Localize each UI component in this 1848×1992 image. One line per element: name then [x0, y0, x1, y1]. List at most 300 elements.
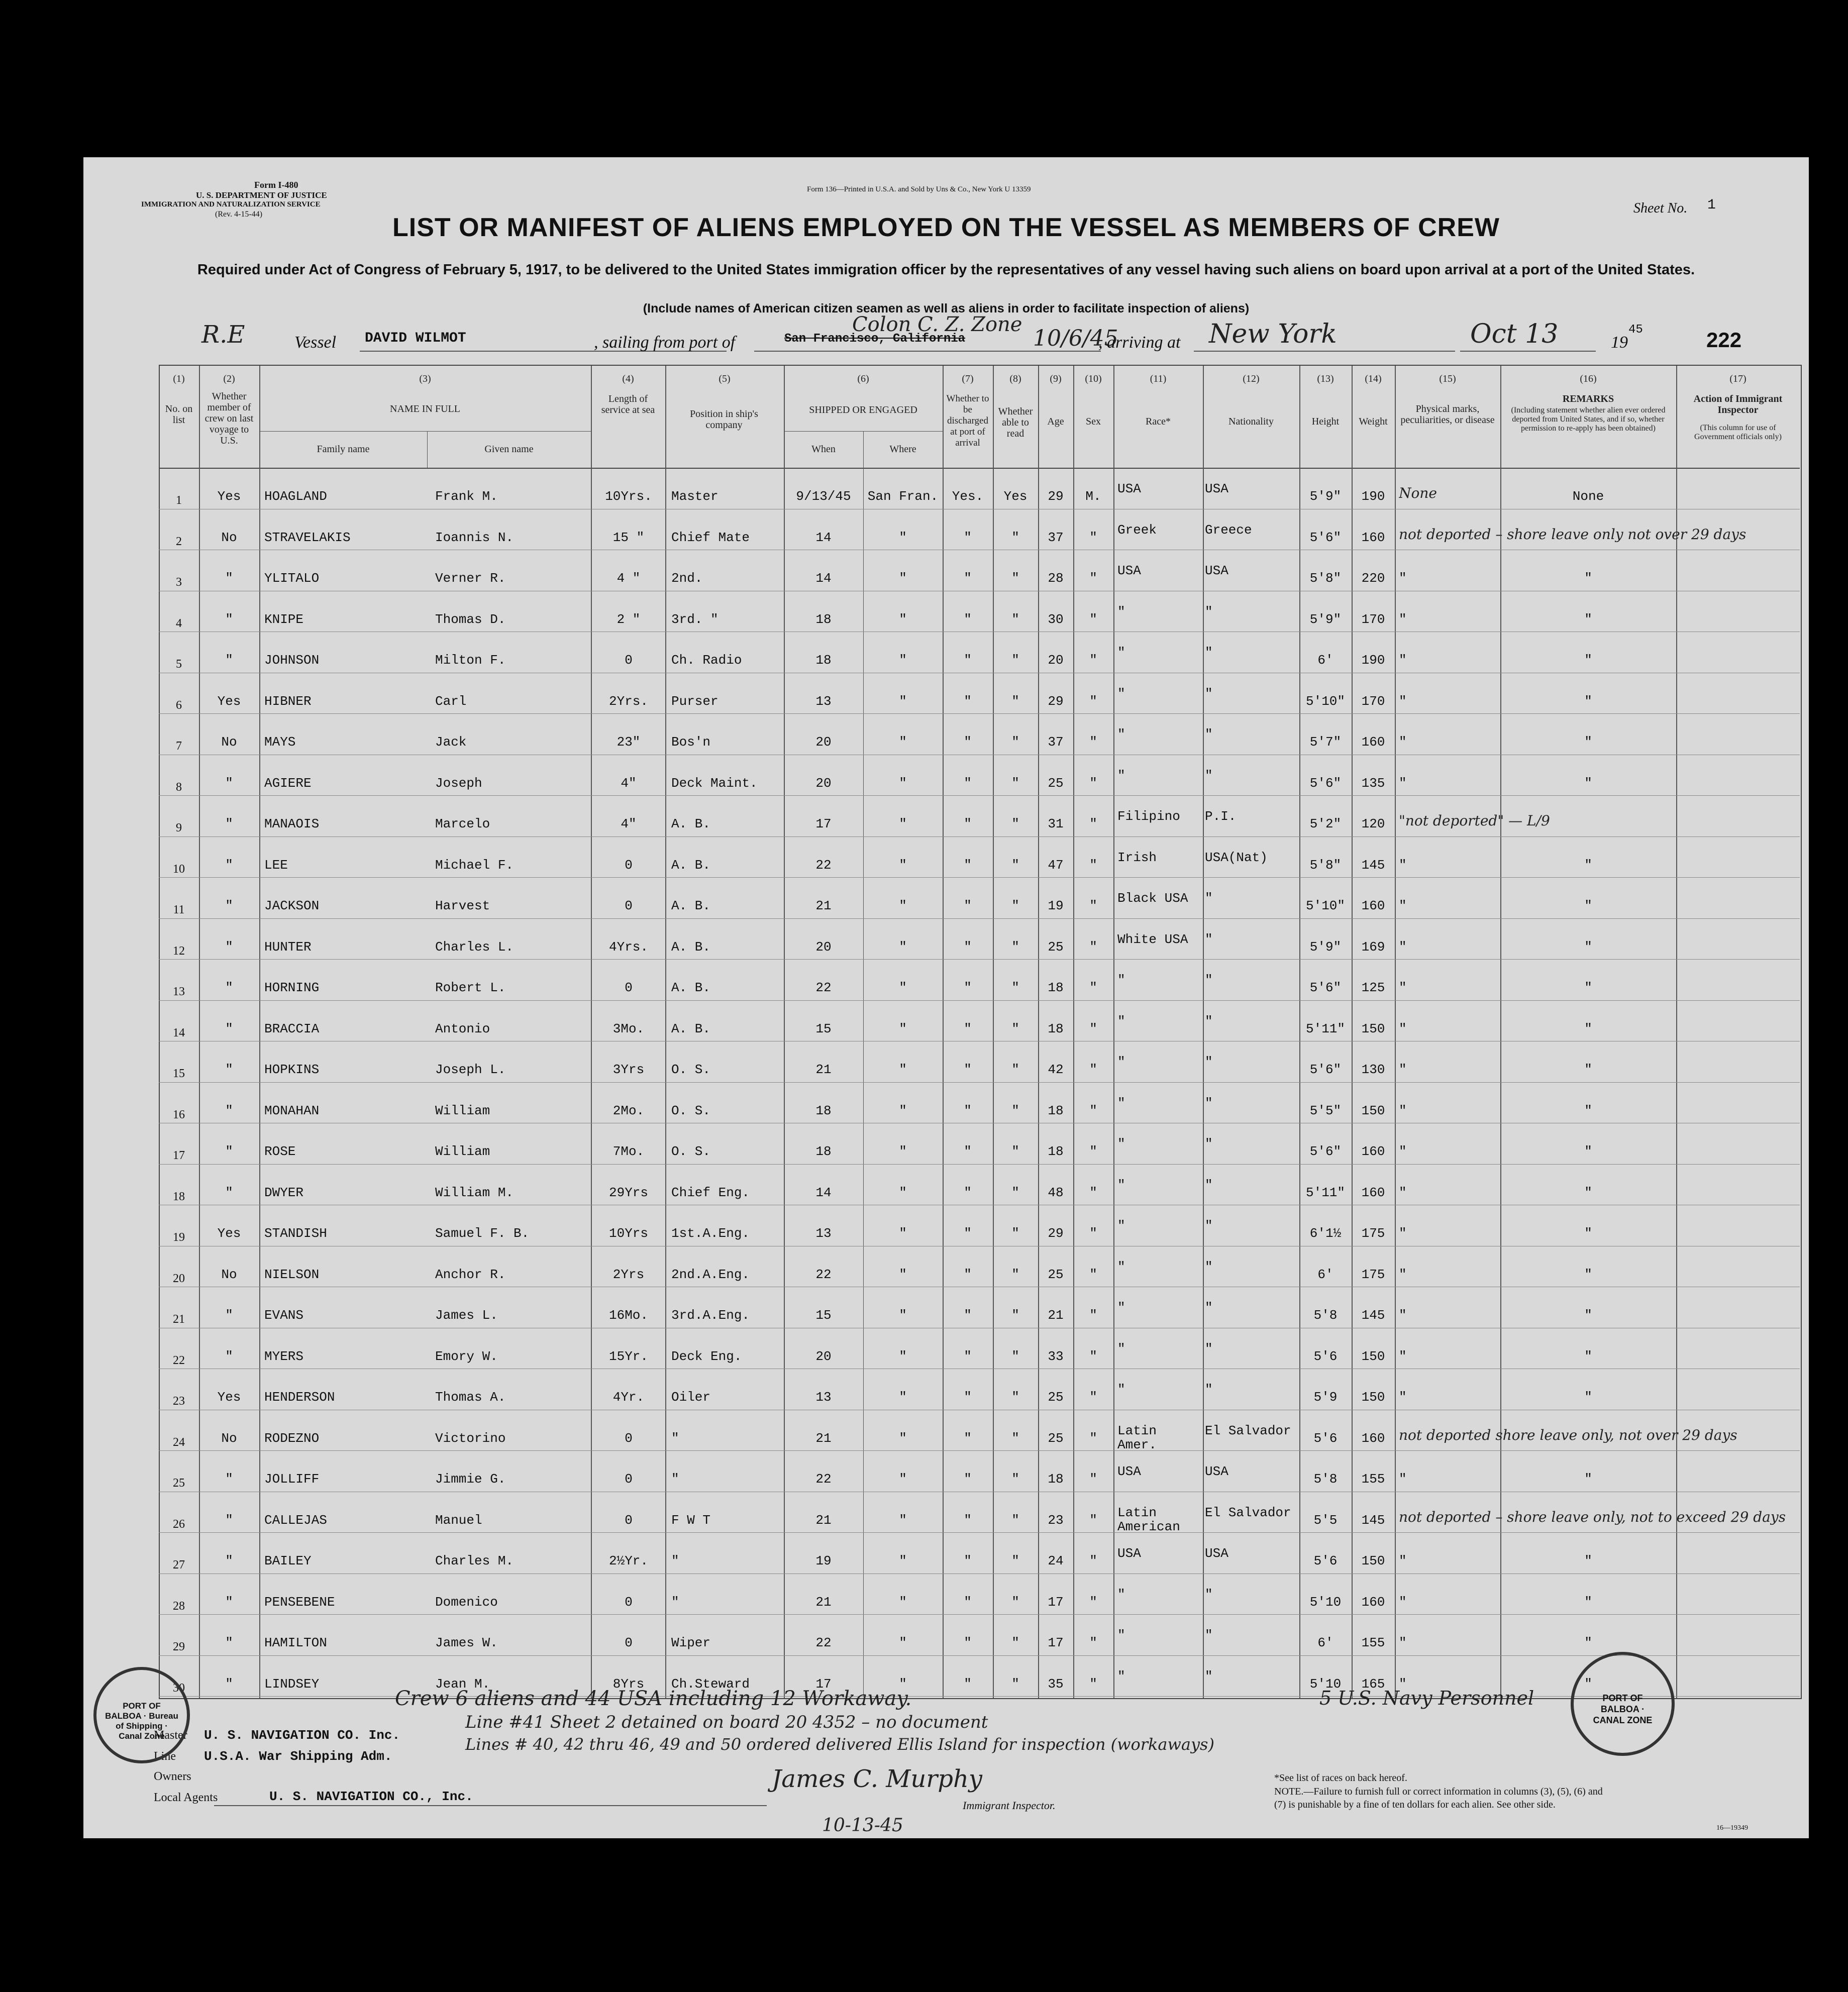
col-header-inspector-note: (This column for use of Government officials only) [1694, 424, 1782, 441]
row-line [159, 1000, 1800, 1001]
race-cell: " [1117, 1341, 1125, 1356]
page-title: LIST OR MANIFEST OF ALIENS EMPLOYED ON THE VESSEL AS MEMBERS OF CREW [392, 213, 1500, 242]
row-number: 15 [173, 1067, 185, 1080]
year-prefix: 19 [1611, 333, 1628, 352]
family-name-cell: MYERS [264, 1348, 304, 1364]
height-cell: 5'8 [1313, 1308, 1338, 1323]
discharged-cell: " [964, 1308, 972, 1323]
race-cell: " [1117, 1382, 1125, 1397]
physical-marks-cell: " [1399, 693, 1407, 709]
last-voyage-cell: " [225, 1512, 233, 1528]
sex-cell: " [1089, 611, 1097, 627]
weight-cell: 120 [1361, 816, 1385, 831]
weight-cell: 150 [1361, 1553, 1385, 1568]
row-number: 8 [176, 780, 182, 794]
col-header-height: Height [1311, 416, 1340, 427]
weight-cell: 160 [1361, 1185, 1385, 1200]
age-cell: 18 [1048, 1103, 1064, 1118]
read-cell: " [1011, 653, 1019, 668]
height-cell: 5'6 [1313, 1348, 1338, 1364]
height-cell: 5'6" [1309, 530, 1342, 545]
inspection-date: 10-13-45 [822, 1815, 903, 1836]
shipped-when-cell: 19 [815, 1553, 832, 1568]
shipped-where-cell: " [899, 530, 907, 545]
race-cell: " [1117, 686, 1125, 701]
row-number: 1 [176, 494, 182, 507]
shipped-where-cell: " [899, 1594, 907, 1610]
nationality-cell: " [1205, 686, 1213, 701]
position-cell: " [671, 1430, 679, 1446]
shipped-when-cell: 13 [815, 693, 832, 709]
row-number: 28 [173, 1599, 185, 1613]
row-number: 4 [176, 616, 182, 630]
position-cell: 3rd. " [671, 611, 718, 627]
given-name-cell: Verner R. [435, 571, 506, 586]
arriving-label: , arriving at [1098, 333, 1181, 352]
remarks-cell: None [1572, 489, 1604, 504]
given-name-cell: Manuel [435, 1512, 482, 1528]
race-cell: " [1117, 1668, 1125, 1684]
read-cell: " [1011, 735, 1019, 750]
position-cell: A. B. [671, 1021, 711, 1036]
port-handwritten: Colon C. Z. Zone [852, 313, 1022, 336]
height-cell: 6'1½ [1309, 1226, 1342, 1241]
age-cell: 18 [1048, 1021, 1064, 1036]
height-cell: 5'11" [1305, 1021, 1345, 1036]
agents-label: Local Agents [154, 1791, 218, 1804]
service-cell: 15 " [612, 530, 645, 545]
col-header-where: Where [889, 444, 916, 455]
given-name-cell: Domenico [435, 1594, 498, 1610]
sex-cell: " [1089, 775, 1097, 791]
physical-marks-cell: " [1399, 1553, 1407, 1568]
shipped-when-cell: 21 [815, 1512, 832, 1528]
weight-cell: 155 [1361, 1472, 1385, 1487]
row-number: 3 [176, 576, 182, 589]
nationality-cell: " [1205, 1013, 1213, 1029]
row-number: 22 [173, 1353, 185, 1367]
position-cell: Deck Maint. [671, 775, 758, 791]
line-value: U.S.A. War Shipping Adm. [204, 1749, 392, 1764]
read-cell: " [1011, 1062, 1019, 1077]
shipped-where-cell: " [899, 1553, 907, 1568]
shipped-when-cell: 21 [815, 1594, 832, 1610]
remarks-cell: " [1584, 1226, 1592, 1241]
discharged-cell: " [964, 1512, 972, 1528]
row-number: 10 [173, 862, 185, 876]
weight-cell: 160 [1361, 898, 1385, 913]
races-note: *See list of races on back hereof. [1274, 1772, 1407, 1784]
col-header-number: (4) [622, 373, 634, 384]
position-cell: A. B. [671, 980, 711, 995]
row-line [159, 795, 1800, 796]
family-name-cell: STANDISH [264, 1226, 327, 1241]
col-header-last-voyage: Whether member of crew on last voyage to U.S. [204, 391, 254, 446]
owners-label: Owners [154, 1770, 191, 1783]
height-cell: 6' [1317, 1267, 1333, 1282]
last-voyage-cell: " [225, 1185, 233, 1200]
given-name-cell: James W. [435, 1635, 498, 1650]
master-label: Master [154, 1729, 187, 1742]
shipped-when-cell: 21 [815, 1430, 832, 1446]
row-number: 16 [173, 1108, 185, 1121]
position-cell: Bos'n [671, 735, 711, 750]
arrival-port: New York [1209, 319, 1337, 349]
read-cell: " [1011, 1226, 1019, 1241]
shipped-where-cell: " [899, 735, 907, 750]
col-header-inspector-action: Action of Immigrant Inspector [1693, 393, 1783, 415]
col-header-name: NAME IN FULL [390, 403, 460, 414]
discharged-cell: " [964, 571, 972, 586]
shipped-where-cell: " [899, 571, 907, 586]
age-cell: 31 [1048, 816, 1064, 831]
given-name-cell: Charles M. [435, 1553, 514, 1568]
weight-cell: 130 [1361, 1062, 1385, 1077]
discharged-cell: " [964, 1553, 972, 1568]
row-number: 29 [173, 1640, 185, 1653]
last-voyage-cell: " [225, 1308, 233, 1323]
weight-cell: 190 [1361, 489, 1385, 504]
remarks-cell: " [1584, 1348, 1592, 1364]
given-name-cell: Antonio [435, 1021, 490, 1036]
given-name-cell: Robert L. [435, 980, 506, 995]
discharged-cell: " [964, 816, 972, 831]
race-cell: " [1117, 1259, 1125, 1275]
remarks-cell: " [1584, 1267, 1592, 1282]
line41-note: Line #41 Sheet 2 detained on board 20 4352 – no document [465, 1712, 988, 1732]
family-name-cell: KNIPE [264, 611, 304, 627]
given-name-cell: Milton F. [435, 653, 506, 668]
given-name-cell: Thomas A. [435, 1390, 506, 1405]
height-cell: 5'6" [1309, 1144, 1342, 1159]
printer-note: Form 136—Printed in U.S.A. and Sold by Uns & Co., New York U 13359 [807, 185, 1031, 193]
last-voyage-cell: " [225, 1348, 233, 1364]
service-cell: 8Yrs [612, 1676, 645, 1692]
col-header-number: (2) [223, 373, 235, 384]
given-name-cell: Victorino [435, 1430, 506, 1446]
discharged-cell: " [964, 939, 972, 955]
sex-cell: " [1089, 1226, 1097, 1241]
discharged-cell: " [964, 1594, 972, 1610]
row-number: 27 [173, 1558, 185, 1571]
inspector-label: Immigrant Inspector. [963, 1799, 1056, 1812]
last-voyage-cell: " [225, 1103, 233, 1118]
nationality-cell: USA [1205, 563, 1228, 578]
given-name-cell: William [435, 1144, 490, 1159]
shipped-where-cell: " [899, 1635, 907, 1650]
service-cell: 4Yrs. [608, 939, 648, 955]
race-cell: Latin American [1117, 1505, 1180, 1534]
family-name-cell: JOHNSON [264, 653, 320, 668]
discharged-cell: Yes. [952, 489, 984, 504]
sheet-number: 1 [1707, 197, 1716, 213]
age-cell: 18 [1048, 1472, 1064, 1487]
remarks-cell: " [1584, 693, 1592, 709]
col-header-number: (16) [1580, 373, 1597, 384]
read-cell: " [1011, 939, 1019, 955]
row-number: 11 [173, 903, 185, 916]
position-cell: A. B. [671, 898, 711, 913]
read-cell: " [1011, 1144, 1019, 1159]
age-cell: 48 [1048, 1185, 1064, 1200]
family-name-cell: YLITALO [264, 571, 320, 586]
shipped-when-cell: 13 [815, 1390, 832, 1405]
age-cell: 42 [1048, 1062, 1064, 1077]
col-header-number: (7) [962, 373, 974, 384]
age-cell: 47 [1048, 857, 1064, 873]
last-voyage-cell: " [225, 611, 233, 627]
weight-cell: 145 [1361, 857, 1385, 873]
remarks-cell: " [1584, 1553, 1592, 1568]
weight-cell: 165 [1361, 1676, 1385, 1692]
shipped-when-cell: 20 [815, 735, 832, 750]
col-header-number: (11) [1150, 373, 1167, 384]
height-cell: 5'10" [1305, 898, 1345, 913]
race-cell: " [1117, 1013, 1125, 1029]
vessel-name: DAVID WILMOT [365, 331, 466, 346]
row-number: 6 [176, 698, 182, 712]
sex-cell: " [1089, 571, 1097, 586]
col-divider [1395, 366, 1396, 1698]
weight-cell: 125 [1361, 980, 1385, 995]
master-value: U. S. NAVIGATION CO. Inc. [204, 1728, 400, 1743]
age-cell: 20 [1048, 653, 1064, 668]
race-cell: " [1117, 1136, 1125, 1151]
shipped-when-cell: 22 [815, 1472, 832, 1487]
weight-cell: 160 [1361, 530, 1385, 545]
weight-cell: 170 [1361, 693, 1385, 709]
shipped-when-cell: 22 [815, 1635, 832, 1650]
given-name-cell: Samuel F. B. [435, 1226, 530, 1241]
position-cell: Chief Mate [671, 530, 750, 545]
age-cell: 35 [1048, 1676, 1064, 1692]
remarks-cell: " [1584, 857, 1592, 873]
race-cell: " [1117, 1218, 1125, 1233]
sex-cell: " [1089, 1512, 1097, 1528]
discharged-cell: " [964, 1676, 972, 1692]
race-cell: " [1117, 973, 1125, 988]
nationality-cell: Greece [1205, 522, 1252, 538]
last-voyage-cell: " [225, 1144, 233, 1159]
row-number: 2 [176, 535, 182, 548]
nationality-cell: " [1205, 1218, 1213, 1233]
shipped-where-cell: " [899, 1390, 907, 1405]
race-cell: USA [1117, 1464, 1141, 1479]
shipped-when-cell: 22 [815, 857, 832, 873]
position-cell: Chief Eng. [671, 1185, 750, 1200]
last-voyage-cell: " [225, 1594, 233, 1610]
department-name: U. S. DEPARTMENT OF JUSTICE [196, 190, 327, 200]
nationality-cell: USA [1205, 1546, 1228, 1561]
discharged-cell: " [964, 735, 972, 750]
family-name-cell: LEE [264, 857, 288, 873]
race-cell: " [1117, 604, 1125, 619]
given-name-cell: Michael F. [435, 857, 514, 873]
family-name-cell: NIELSON [264, 1267, 320, 1282]
height-cell: 6' [1317, 653, 1333, 668]
height-cell: 5'6" [1309, 775, 1342, 791]
nationality-cell: " [1205, 1177, 1213, 1193]
year-suffix: 45 [1628, 323, 1643, 337]
read-cell: " [1011, 1185, 1019, 1200]
service-cell: 10Yrs. [605, 489, 652, 504]
shipped-where-cell: " [899, 1676, 907, 1692]
col-divider [1203, 366, 1204, 1698]
col-header-age: Age [1047, 416, 1064, 427]
row-line [159, 1164, 1800, 1165]
row-line [159, 836, 1800, 837]
age-cell: 25 [1048, 1267, 1064, 1282]
remarks-cell: " [1584, 1103, 1592, 1118]
age-cell: 25 [1048, 939, 1064, 955]
service-cell: 7Mo. [612, 1144, 645, 1159]
position-cell: Master [671, 489, 718, 504]
weight-cell: 220 [1361, 571, 1385, 586]
shipped-where-cell: " [899, 1062, 907, 1077]
position-cell: Wiper [671, 1635, 711, 1650]
nationality-cell: El Salvador [1205, 1505, 1291, 1520]
physical-marks-cell: " [1399, 1635, 1407, 1650]
sex-cell: " [1089, 1348, 1097, 1364]
last-voyage-cell: " [225, 857, 233, 873]
col-header-service: Length of service at sea [601, 393, 655, 415]
weight-cell: 145 [1361, 1512, 1385, 1528]
col-divider [1676, 366, 1677, 1698]
height-cell: 5'8" [1309, 857, 1342, 873]
service-cell: 2 " [617, 611, 641, 627]
height-cell: 5'6" [1309, 980, 1342, 995]
nationality-cell: " [1205, 931, 1213, 947]
discharged-cell: " [964, 530, 972, 545]
remarks-cell: " [1584, 571, 1592, 586]
remarks-cell: " [1584, 1144, 1592, 1159]
row-line [159, 1614, 1800, 1615]
height-cell: 5'9" [1309, 939, 1342, 955]
age-cell: 29 [1048, 489, 1064, 504]
service-cell: 0 [625, 1635, 633, 1650]
position-cell: Ch.Steward [671, 1676, 750, 1692]
shipped-where-cell: " [899, 898, 907, 913]
weight-cell: 160 [1361, 1430, 1385, 1446]
service-cell: 0 [625, 653, 633, 668]
physical-marks-cell: " [1399, 611, 1407, 627]
race-cell: White USA [1117, 931, 1188, 947]
col-header-position: Position in ship's company [690, 408, 758, 431]
sex-cell: " [1089, 693, 1097, 709]
race-cell: USA [1117, 1546, 1141, 1561]
position-cell: Ch. Radio [671, 653, 742, 668]
weight-cell: 175 [1361, 1267, 1385, 1282]
physical-marks-cell: not deported – shore leave only, not to exceed 29 days [1399, 1508, 1786, 1525]
last-voyage-cell: " [225, 1553, 233, 1568]
row-line [159, 959, 1800, 960]
col-divider [665, 366, 666, 1698]
read-cell: " [1011, 1308, 1019, 1323]
nationality-cell: " [1205, 604, 1213, 619]
age-cell: 24 [1048, 1553, 1064, 1568]
sex-cell: " [1089, 1676, 1097, 1692]
nationality-cell: El Salvador [1205, 1423, 1291, 1438]
col-header-number: (5) [718, 373, 731, 384]
vessel-label: Vessel [294, 333, 337, 352]
service-cell: 0 [625, 857, 633, 873]
remarks-cell: " [1584, 1594, 1592, 1610]
weight-cell: 160 [1361, 735, 1385, 750]
row-number: 9 [176, 821, 182, 834]
position-cell: 3rd.A.Eng. [671, 1308, 750, 1323]
service-cell: 0 [625, 1430, 633, 1446]
discharged-cell: " [964, 1267, 972, 1282]
lines-note: Lines # 40, 42 thru 46, 49 and 50 ordered delivered Ellis Island for inspection (workaways) [465, 1735, 1214, 1754]
discharged-cell: " [964, 1144, 972, 1159]
race-cell: " [1117, 1055, 1125, 1070]
weight-cell: 190 [1361, 653, 1385, 668]
nationality-cell: " [1205, 768, 1213, 783]
shipped-when-cell: 18 [815, 1103, 832, 1118]
service-cell: 2Yrs. [608, 693, 648, 709]
family-name-cell: HENDERSON [264, 1390, 335, 1405]
sex-cell: " [1089, 816, 1097, 831]
family-name-cell: ROSE [264, 1144, 296, 1159]
col-header-race: Race* [1146, 416, 1171, 427]
family-name-cell: STRAVELAKIS [264, 530, 351, 545]
physical-marks-cell: not deported – shore leave only not over 29 days [1399, 526, 1747, 543]
sex-cell: " [1089, 898, 1097, 913]
row-line [159, 877, 1800, 878]
physical-marks-cell: " [1399, 1308, 1407, 1323]
nationality-cell: " [1205, 1055, 1213, 1070]
weight-cell: 170 [1361, 611, 1385, 627]
col-divider [259, 431, 591, 432]
line-label: Line [154, 1750, 176, 1763]
sex-cell: " [1089, 1144, 1097, 1159]
last-voyage-cell: Yes [217, 1390, 241, 1405]
shipped-when-cell: 20 [815, 939, 832, 955]
col-header-shipped: SHIPPED OR ENGAGED [809, 404, 917, 415]
height-cell: 5'8" [1309, 571, 1342, 586]
age-cell: 21 [1048, 1308, 1064, 1323]
given-name-cell: Jean M. [435, 1676, 490, 1692]
nationality-cell: " [1205, 1300, 1213, 1315]
family-name-cell: EVANS [264, 1308, 304, 1323]
departure-date: 10/6/45 [1033, 326, 1118, 351]
service-cell: 4Yr. [612, 1390, 645, 1405]
given-name-cell: Ioannis N. [435, 530, 514, 545]
last-voyage-cell: " [225, 898, 233, 913]
last-voyage-cell: " [225, 775, 233, 791]
last-voyage-cell: " [225, 1635, 233, 1650]
shipped-when-cell: 18 [815, 1144, 832, 1159]
given-name-cell: Charles L. [435, 939, 514, 955]
race-cell: Filipino [1117, 809, 1180, 824]
row-line [159, 1532, 1800, 1533]
position-cell: O. S. [671, 1144, 711, 1159]
col-divider [259, 366, 260, 1698]
row-number: 13 [173, 985, 185, 998]
height-cell: 5'9" [1309, 611, 1342, 627]
nationality-cell: USA [1205, 1464, 1228, 1479]
read-cell: " [1011, 611, 1019, 627]
height-cell: 5'10 [1309, 1676, 1342, 1692]
family-name-cell: HOPKINS [264, 1062, 320, 1077]
shipped-when-cell: 21 [815, 898, 832, 913]
shipped-where-cell: " [899, 1472, 907, 1487]
footer-underline [214, 1805, 767, 1806]
height-cell: 5'6" [1309, 1062, 1342, 1077]
read-cell: " [1011, 693, 1019, 709]
physical-marks-cell: " [1399, 1472, 1407, 1487]
family-name-cell: HORNING [264, 980, 320, 995]
